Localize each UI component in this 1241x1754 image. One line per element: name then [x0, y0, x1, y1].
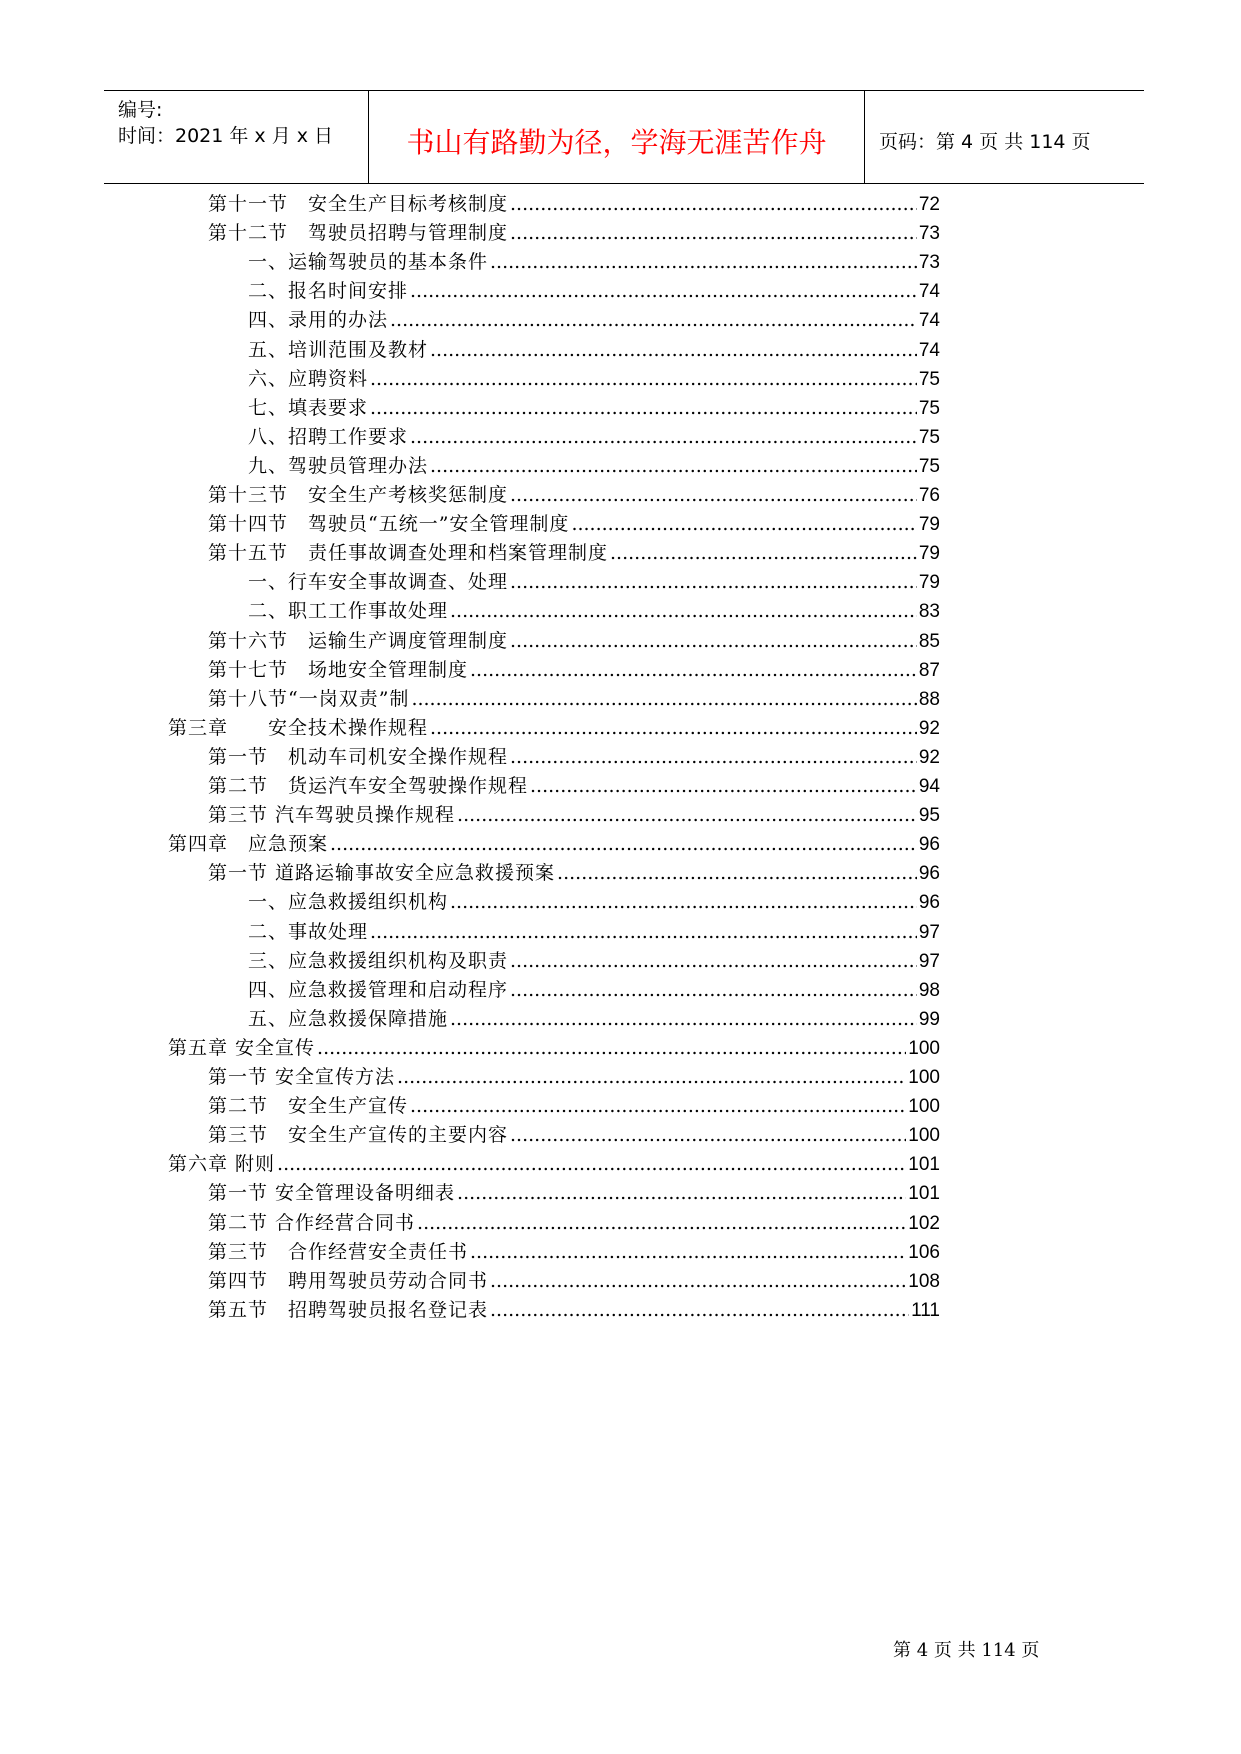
- toc-entry-title: 二、职工工作事故处理: [248, 600, 449, 622]
- toc-entry[interactable]: [248, 918, 940, 946]
- toc-entry[interactable]: [208, 1267, 940, 1295]
- toc-entry-page-number: 101: [908, 1183, 940, 1204]
- header-page-info: 页码：第 4 页 共 114 页: [879, 131, 1091, 153]
- toc-entry[interactable]: [208, 190, 940, 218]
- toc-entry-title: 第十六节 运输生产调度管理制度: [208, 630, 509, 652]
- toc-entry-title: 第六章 附则: [168, 1153, 276, 1175]
- toc-entry-title: 第四节 聘用驾驶员劳动合同书: [208, 1270, 489, 1292]
- toc-entry-page-number: 106: [908, 1242, 940, 1263]
- toc-entry-page-number: 75: [918, 456, 940, 477]
- toc-entry[interactable]: [208, 1179, 940, 1207]
- toc-entry[interactable]: [208, 510, 940, 538]
- toc-dot-leader: [457, 1179, 906, 1207]
- header-middle-cell: [369, 91, 865, 183]
- toc-entry-page-number: 100: [908, 1125, 940, 1146]
- toc-entry[interactable]: [208, 481, 940, 509]
- toc-dot-leader: [457, 801, 917, 829]
- toc-dot-leader: [450, 1005, 917, 1033]
- toc-dot-leader: [397, 1063, 906, 1091]
- toc-entry-page-number: 101: [908, 1154, 940, 1175]
- toc-dot-leader: [370, 365, 917, 393]
- toc-entry[interactable]: [168, 830, 940, 858]
- document-header: [104, 90, 1144, 184]
- toc-dot-leader: [450, 597, 917, 625]
- toc-entry[interactable]: [248, 947, 940, 975]
- toc-entry-title: 第五章 安全宣传: [168, 1037, 316, 1059]
- toc-entry-page-number: 99: [918, 1009, 940, 1030]
- toc-entry[interactable]: [208, 539, 940, 567]
- toc-entry-page-number: 74: [918, 340, 940, 361]
- toc-dot-leader: [411, 685, 916, 713]
- toc-entry-page-number: 94: [918, 776, 940, 797]
- toc-dot-leader: [470, 1238, 906, 1266]
- toc-entry[interactable]: [208, 772, 940, 800]
- toc-entry-title: 第二节 合作经营合同书: [208, 1212, 416, 1234]
- toc-entry[interactable]: [248, 452, 940, 480]
- toc-entry[interactable]: [208, 627, 940, 655]
- toc-entry[interactable]: [208, 743, 940, 771]
- toc-dot-leader: [410, 277, 917, 305]
- header-motto: 书山有路勤为径，学海无涯苦作舟: [406, 126, 827, 159]
- toc-dot-leader: [510, 190, 917, 218]
- toc-entry-title: 第一节 安全宣传方法: [208, 1066, 396, 1088]
- toc-entry-page-number: 111: [911, 1300, 940, 1321]
- toc-entry[interactable]: [248, 976, 940, 1004]
- toc-dot-leader: [530, 772, 917, 800]
- toc-entry[interactable]: [168, 1034, 940, 1062]
- toc-entry-page-number: 92: [918, 747, 940, 768]
- toc-entry-title: 二、事故处理: [248, 921, 369, 943]
- toc-entry-title: 第二节 货运汽车安全驾驶操作规程: [208, 775, 529, 797]
- toc-dot-leader: [370, 394, 917, 422]
- toc-entry[interactable]: [208, 1209, 940, 1237]
- toc-entry[interactable]: [208, 1121, 940, 1149]
- toc-entry[interactable]: [208, 1238, 940, 1266]
- toc-dot-leader: [410, 423, 917, 451]
- toc-dot-leader: [510, 627, 917, 655]
- toc-entry-title: 第一节 道路运输事故安全应急救援预案: [208, 862, 556, 884]
- toc-dot-leader: [430, 714, 917, 742]
- toc-entry[interactable]: [208, 1063, 940, 1091]
- toc-entry-page-number: 88: [918, 689, 940, 710]
- toc-entry-title: 四、应急救援管理和启动程序: [248, 979, 509, 1001]
- toc-entry-page-number: 74: [918, 281, 940, 302]
- toc-entry[interactable]: [208, 801, 940, 829]
- toc-entry-title: 第四章 应急预案: [168, 833, 329, 855]
- toc-dot-leader: [330, 830, 917, 858]
- toc-dot-leader: [317, 1034, 906, 1062]
- toc-entry[interactable]: [208, 1092, 940, 1120]
- toc-dot-leader: [490, 1296, 909, 1324]
- toc-entry-page-number: 96: [918, 834, 940, 855]
- toc-entry-page-number: 100: [908, 1038, 940, 1059]
- toc-entry-title: 第十一节 安全生产目标考核制度: [208, 193, 509, 215]
- toc-entry[interactable]: [208, 219, 940, 247]
- toc-dot-leader: [417, 1209, 906, 1237]
- toc-entry[interactable]: [248, 597, 940, 625]
- document-number-label: 编号:: [118, 99, 163, 121]
- toc-dot-leader: [610, 539, 917, 567]
- toc-entry-page-number: 98: [918, 980, 940, 1001]
- toc-dot-leader: [510, 947, 917, 975]
- toc-dot-leader: [450, 888, 917, 916]
- toc-entry-page-number: 79: [918, 543, 940, 564]
- toc-entry-title: 第三节 安全生产宣传的主要内容: [208, 1124, 509, 1146]
- toc-entry-title: 第十四节 驾驶员“五统一”安全管理制度: [208, 513, 570, 535]
- toc-entry-title: 一、应急救援组织机构: [248, 891, 449, 913]
- toc-dot-leader: [430, 452, 917, 480]
- toc-entry[interactable]: [208, 859, 940, 887]
- toc-dot-leader: [557, 859, 917, 887]
- toc-entry-title: 第五节 招聘驾驶员报名登记表: [208, 1299, 489, 1321]
- toc-dot-leader: [470, 656, 917, 684]
- toc-dot-leader: [490, 1267, 906, 1295]
- toc-entry[interactable]: [248, 248, 940, 276]
- toc-entry-title: 七、填表要求: [248, 397, 369, 419]
- toc-dot-leader: [490, 248, 917, 276]
- toc-entry-page-number: 96: [918, 863, 940, 884]
- toc-entry-page-number: 108: [908, 1271, 940, 1292]
- toc-entry-page-number: 79: [918, 514, 940, 535]
- toc-entry-title: 第二节 安全生产宣传: [208, 1095, 409, 1117]
- toc-entry[interactable]: [248, 306, 940, 334]
- toc-dot-leader: [510, 219, 917, 247]
- toc-dot-leader: [510, 743, 917, 771]
- toc-entry-title: 第十七节 场地安全管理制度: [208, 659, 469, 681]
- toc-entry-page-number: 74: [918, 310, 940, 331]
- toc-entry-title: 一、行车安全事故调查、处理: [248, 571, 509, 593]
- toc-dot-leader: [510, 976, 917, 1004]
- toc-entry-title: 六、应聘资料: [248, 368, 369, 390]
- toc-entry-title: 五、应急救援保障措施: [248, 1008, 449, 1030]
- toc-entry-page-number: 97: [918, 951, 940, 972]
- toc-entry-page-number: 97: [918, 922, 940, 943]
- toc-entry-page-number: 79: [918, 572, 940, 593]
- toc-entry-page-number: 73: [918, 252, 940, 273]
- toc-entry-page-number: 102: [908, 1213, 940, 1234]
- toc-entry-title: 第十五节 责任事故调查处理和档案管理制度: [208, 542, 609, 564]
- toc-dot-leader: [510, 1121, 906, 1149]
- toc-entry[interactable]: [248, 336, 940, 364]
- toc-entry[interactable]: [248, 394, 940, 422]
- toc-entry-title: 二、报名时间安排: [248, 280, 409, 302]
- toc-entry[interactable]: [208, 1296, 940, 1324]
- toc-entry-page-number: 76: [918, 485, 940, 506]
- toc-entry-page-number: 75: [918, 427, 940, 448]
- toc-dot-leader: [390, 306, 917, 334]
- toc-entry-page-number: 83: [918, 601, 940, 622]
- toc-entry-page-number: 92: [918, 718, 940, 739]
- toc-dot-leader: [510, 481, 917, 509]
- toc-entry-title: 第十二节 驾驶员招聘与管理制度: [208, 222, 509, 244]
- toc-entry-page-number: 87: [918, 660, 940, 681]
- toc-entry-page-number: 96: [918, 892, 940, 913]
- toc-entry-title: 第一节 机动车司机安全操作规程: [208, 746, 509, 768]
- toc-entry[interactable]: [248, 1005, 940, 1033]
- toc-entry-title: 九、驾驶员管理办法: [248, 455, 429, 477]
- toc-dot-leader: [430, 336, 917, 364]
- toc-entry-title: 三、应急救援组织机构及职责: [248, 950, 509, 972]
- document-time-label: 时间：2021 年 x 月 x 日: [118, 125, 334, 147]
- toc-entry-title: 第一节 安全管理设备明细表: [208, 1182, 456, 1204]
- toc-entry-page-number: 73: [918, 223, 940, 244]
- toc-entry[interactable]: [208, 685, 940, 713]
- toc-entry-page-number: 75: [918, 369, 940, 390]
- toc-entry-page-number: 75: [918, 398, 940, 419]
- toc-dot-leader: [571, 510, 916, 538]
- toc-dot-leader: [410, 1092, 906, 1120]
- toc-dot-leader: [370, 918, 917, 946]
- toc-entry-title: 一、运输驾驶员的基本条件: [248, 251, 489, 273]
- toc-entry-title: 第十八节“一岗双责”制: [208, 688, 410, 710]
- toc-entry-page-number: 100: [908, 1096, 940, 1117]
- toc-entry[interactable]: [248, 365, 940, 393]
- toc-entry-page-number: 72: [918, 194, 940, 215]
- toc-entry[interactable]: [248, 888, 940, 916]
- toc-entry-page-number: 85: [918, 631, 940, 652]
- toc-entry-title: 八、招聘工作要求: [248, 426, 409, 448]
- header-right-cell: [865, 91, 1144, 183]
- toc-entry[interactable]: [168, 1150, 940, 1178]
- toc-entry[interactable]: [208, 656, 940, 684]
- toc-entry[interactable]: [248, 423, 940, 451]
- toc-entry-title: 五、培训范围及教材: [248, 339, 429, 361]
- toc-entry-page-number: 100: [908, 1067, 940, 1088]
- toc-entry-title: 四、录用的办法: [248, 309, 389, 331]
- toc-entry-title: 第三章 安全技术操作规程: [168, 717, 429, 739]
- toc-entry[interactable]: [248, 277, 940, 305]
- toc-entry-title: 第十三节 安全生产考核奖惩制度: [208, 484, 509, 506]
- toc-entry-page-number: 95: [918, 805, 940, 826]
- toc-dot-leader: [510, 568, 917, 596]
- toc-entry-title: 第三节 汽车驾驶员操作规程: [208, 804, 456, 826]
- toc-entry[interactable]: [168, 714, 940, 742]
- toc-dot-leader: [277, 1150, 906, 1178]
- header-left-cell: [104, 91, 369, 183]
- page-footer: 第 4 页 共 114 页: [893, 1640, 1040, 1661]
- toc-entry[interactable]: [248, 568, 940, 596]
- toc-entry-title: 第三节 合作经营安全责任书: [208, 1241, 469, 1263]
